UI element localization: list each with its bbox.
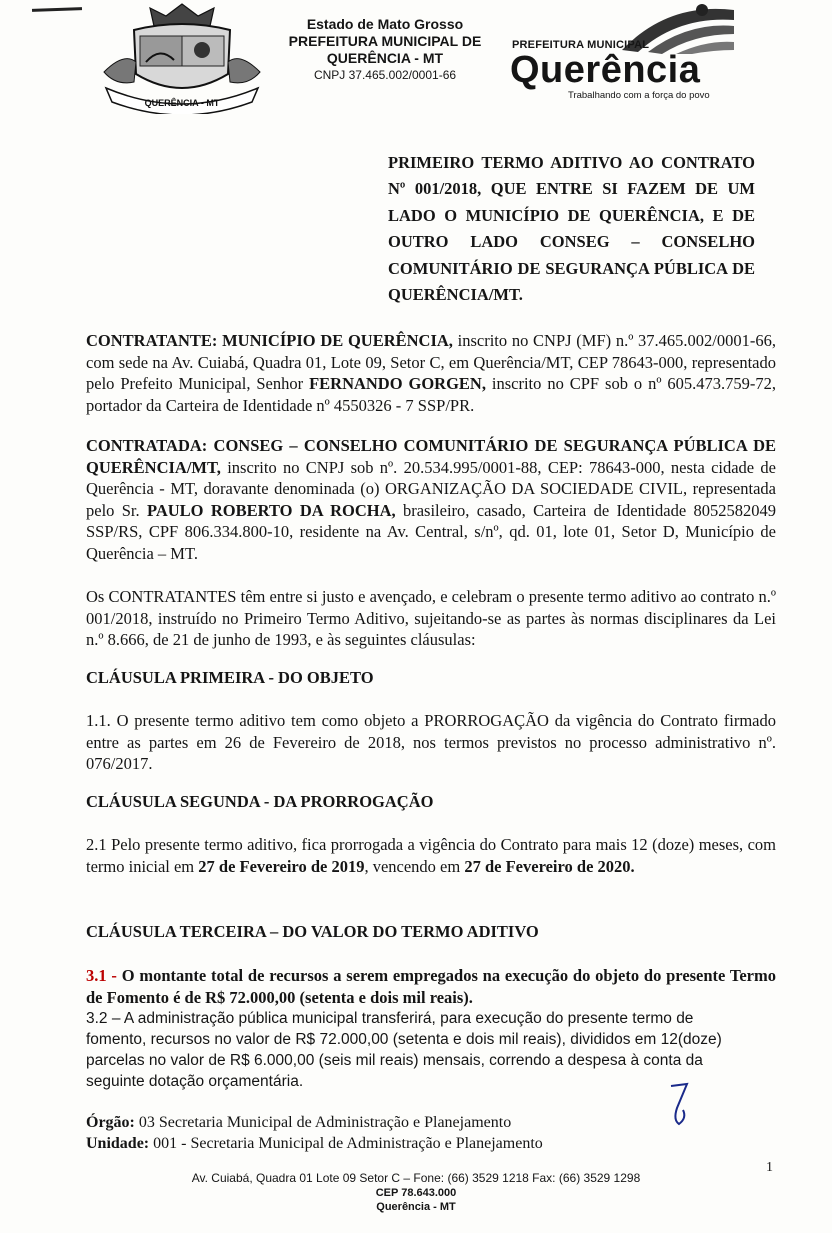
document-title: PRIMEIRO TERMO ADITIVO AO CONTRATO Nº 001/2018, QUE ENTRE SI FAZEM DE UM LADO O MUNICÍPIO DE QUERÊNCIA, E DE OUTRO LADO CONSEG – CONSELHO COMUNITÁRIO DE SEGURANÇA PÚBLICA DE QUERÊNCIA/MT. [388, 153, 755, 305]
budget-block [86, 1112, 543, 1154]
orgao-value: 03 Secretaria Municipal de Administração e Planejamento [134, 1114, 512, 1131]
clause2-heading: CLÁUSULA SEGUNDA - DA PRORROGAÇÃO [86, 792, 434, 811]
state-name: Estado de Mato Grosso [306, 16, 464, 32]
pen-mark [32, 7, 82, 12]
cnpj-text: CNPJ 37.465.002/0001-66 [313, 68, 457, 82]
logo-prefix: PREFEITURA MUNICIPAL [512, 39, 650, 51]
prefeitura-name: PREFEITURA MUNICIPAL DE QUERÊNCIA - MT [288, 33, 482, 66]
footer-city: Querência - MT [376, 1201, 456, 1213]
clause3-p1 [86, 965, 776, 1008]
contratada-label: CONTRATADA: CONSEG – CONSELHO COMUNITÁRIO DE SEGURANÇA PÚBLICA DE QUERÊNCIA/MT, [86, 436, 776, 477]
clause2-paragraph [86, 834, 776, 877]
logo-name: Querência [510, 49, 701, 91]
footer-cep: CEP 78.643.000 [375, 1187, 457, 1199]
contratada-text: inscrito no CNPJ sob nº. 20.534.995/0001-88, CEP: 78643-000, nesta cidade de Querência - MT, doravante denominada (o) ORGANIZAÇÃO DA SOCIEDADE CIVIL, representada pelo Sr. [86, 457, 776, 520]
municipal-seal-logo [94, 2, 270, 114]
orgao-label: Órgão: [86, 1114, 135, 1131]
contratante-text-2: inscrito no CPF sob o nº 605.473.759-72, portador da Carteira de Identidade nº 4550326 - 7 SSP/PR. [86, 374, 776, 415]
page-number: 1 [766, 1160, 773, 1175]
footer [0, 1170, 832, 1214]
footer-address: Av. Cuiabá, Quadra 01 Lote 09 Setor C – Fone: (66) 3529 1218 Fax: (66) 3529 1298 [191, 1171, 641, 1185]
header-block [270, 16, 500, 84]
querencia-logo [508, 2, 738, 106]
clause2-text-2: , vencendo em [364, 856, 465, 876]
clause3-p2: 3.2 – A administração pública municipal transferirá, para execução do presente termo de fomento, recursos no valor de R$ 72.000,00 (setenta e dois mil reais), divididos em 12(doze) parcelas no valor de R$ 6.000,00 (seis mil reais) mensais, correndo a despesa à conta da seguinte dotação orçamentária. [86, 1010, 722, 1090]
unidade-label: Unidade: [86, 1135, 150, 1152]
contratada-text-2: brasileiro, casado, Carteira de Identidade 8052582049 SSP/RS, CPF 806.334.800-10, residente na Av. Central, s/nº, qd. 01, lote 01, Setor D, Município de Querência – MT. [86, 500, 776, 563]
clause3-p1-text: O montante total de recursos a serem empregados na execução do objeto do presente Termo de Fomento é de R$ 72.000,00 (setenta e dois mil reais). [86, 966, 777, 1007]
clause2-text: 2.1 Pelo presente termo aditivo, fica prorrogada a vigência do Contrato para mais 12 (doze) meses, com termo inicial em [86, 835, 776, 876]
logo-slogan: Trabalhando com a força do povo [568, 90, 710, 101]
seal-text: QUERÊNCIA - MT [144, 98, 220, 108]
orgao-line [86, 1112, 543, 1133]
clause3-heading: CLÁUSULA TERCEIRA – DO VALOR DO TERMO ADITIVO [86, 922, 539, 941]
unidade-line [86, 1133, 543, 1154]
contratante-text: inscrito no CNPJ (MF) n.º 37.465.002/0001-66, com sede na Av. Cuiabá, Quadra 01, Lote 09, Setor C, em Querência/MT, CEP 78643-000, representado pelo Prefeito Municipal, Senhor [86, 331, 776, 393]
clause1-text: 1.1. O presente termo aditivo tem como objeto a PRORROGAÇÃO da vigência do Contrato firmado entre as partes em 26 de Fevereiro de 2018, nos termos previstos no processo administrativo nº. 076/2017. [86, 711, 776, 773]
contratante-paragraph [86, 330, 776, 416]
handwritten-initial [665, 1080, 695, 1135]
contratante-label: CONTRATANTE: MUNICÍPIO DE QUERÊNCIA, [86, 331, 453, 350]
clause2-end-date: 27 de Fevereiro de 2020. [464, 856, 635, 876]
contratada-paragraph [86, 435, 776, 564]
contratante-name: FERNANDO GORGEN, [309, 374, 486, 393]
clause2-start-date: 27 de Fevereiro de 2019 [198, 856, 365, 876]
clause3-p1-number: 3.1 - [86, 966, 117, 985]
preamble-paragraph: Os CONTRATANTES têm entre si justo e avençado, e celebram o presente termo aditivo ao contrato n.º 001/2018, instruído no Primeiro Termo Aditivo, sujeitando-se as partes às normas disciplinares da Lei n.º 8.666, de 21 de junho de 1993, e às seguintes cláusulas: [86, 587, 776, 649]
clause1-heading: CLÁUSULA PRIMEIRA - DO OBJETO [86, 668, 374, 687]
unidade-value: 001 - Secretaria Municipal de Administração e Planejamento [149, 1135, 543, 1152]
contratada-name: PAULO ROBERTO DA ROCHA, [146, 500, 396, 520]
